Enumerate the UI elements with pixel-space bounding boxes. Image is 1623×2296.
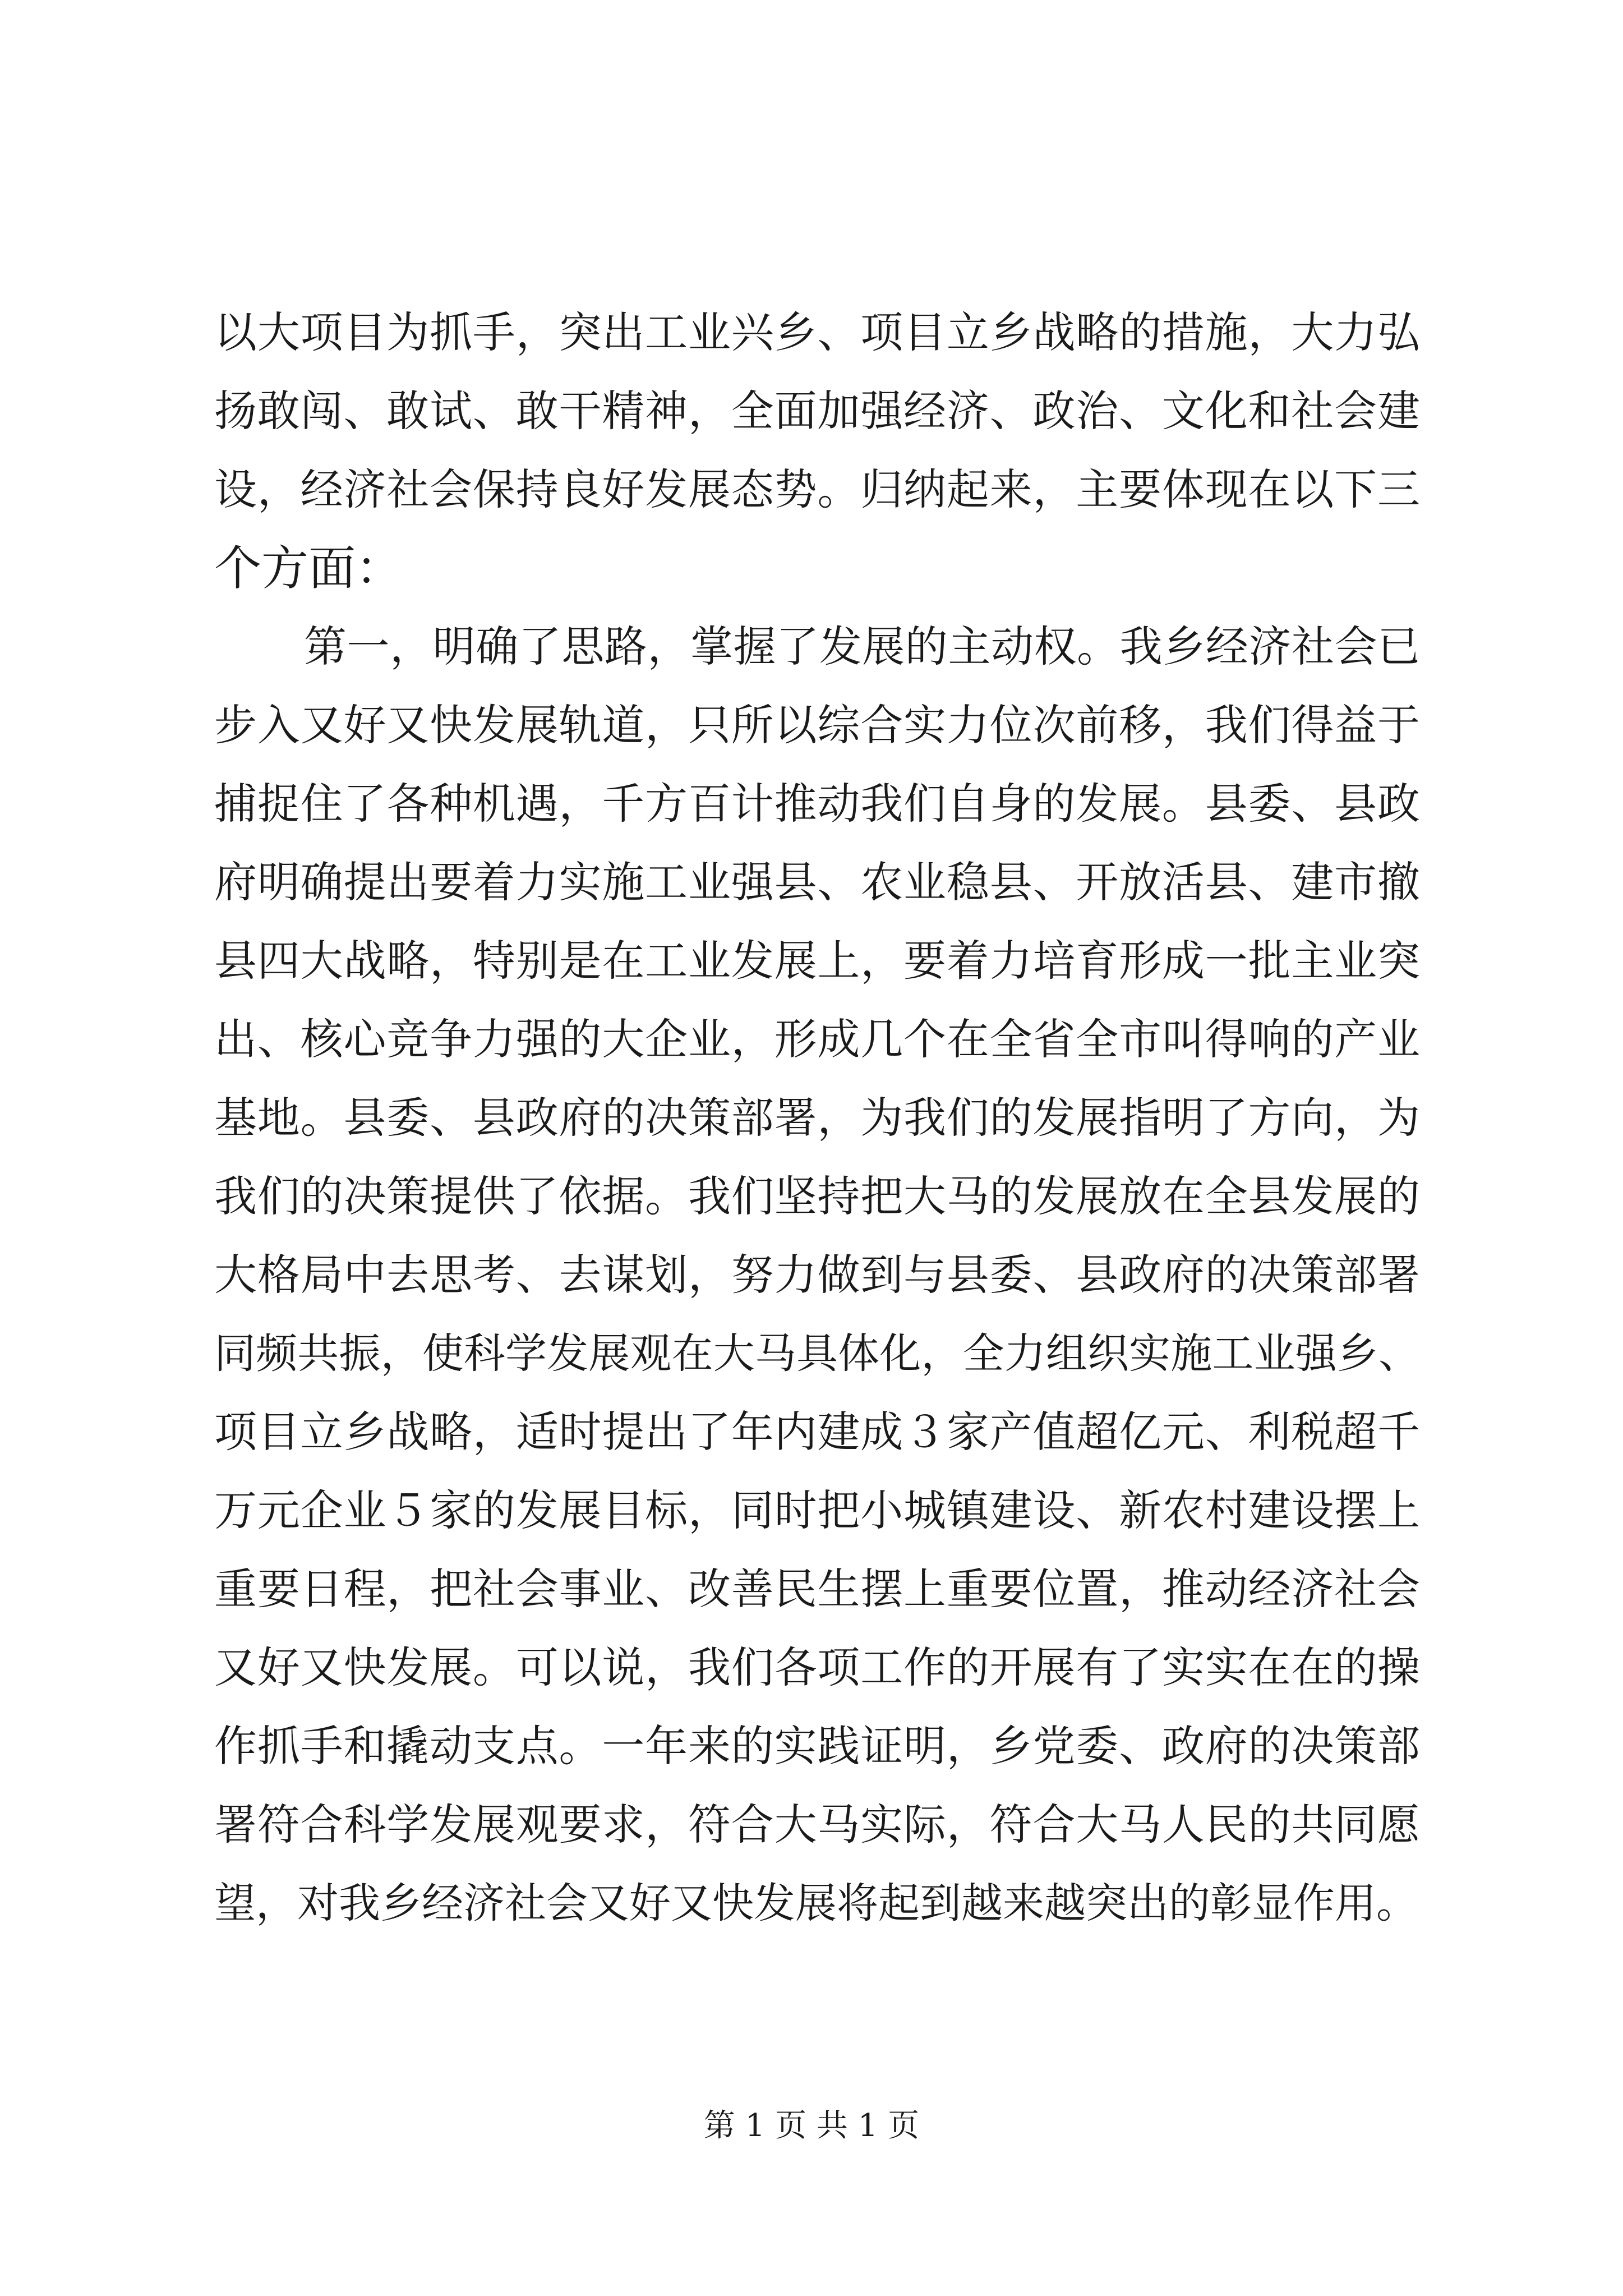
text-line: 府明确提出要着力实施工业强县、农业稳县、开放活县、建市撤: [214, 857, 1420, 907]
text-line: 个方面：: [214, 541, 403, 596]
text-line: 望，对我乡经济社会又好又快发展将起到越来越突出的彰显作用。: [214, 1879, 1418, 1927]
text-line: 步入又好又快发展轨道，只所以综合实力位次前移，我们得益于: [214, 700, 1420, 750]
text-line: 以大项目为抓手，突出工业兴乡、项目立乡战略的措施，大力弘: [214, 307, 1420, 357]
text-line: 出、核心竞争力强的大企业，形成几个在全省全市叫得响的产业: [214, 1014, 1420, 1064]
text-line: 基地。县委、县政府的决策部署，为我们的发展指明了方向，为: [214, 1093, 1420, 1143]
text-line: 同频共振，使科学发展观在大马具体化，全力组织实施工业强乡、: [214, 1329, 1420, 1378]
text-line: 项目立乡战略，适时提出了年内建成３家产值超亿元、利税超千: [214, 1407, 1420, 1457]
text-line: 大格局中去思考、去谋划，努力做到与县委、县政府的决策部署: [214, 1250, 1420, 1300]
text-line: 又好又快发展。可以说，我们各项工作的开展有了实实在在的操: [214, 1642, 1420, 1692]
page-footer: [0, 2106, 1623, 2146]
text-line: 扬敢闯、敢试、敢干精神，全面加强经济、政治、文化和社会建: [214, 386, 1420, 436]
text-line: 作抓手和撬动支点。一年来的实践证明，乡党委、政府的决策部: [214, 1721, 1420, 1771]
text-line: 我们的决策提供了依据。我们坚持把大马的发展放在全县发展的: [214, 1171, 1420, 1221]
text-line: 县四大战略，特别是在工业发展上，要着力培育形成一批主业突: [214, 936, 1420, 986]
text-line: 万元企业５家的发展目标，同时把小城镇建设、新农村建设摆上: [214, 1485, 1420, 1535]
text-line: 设，经济社会保持良好发展态势。归纳起来，主要体现在以下三: [214, 464, 1420, 514]
page-number: 第 1 页 共 1 页: [703, 2108, 920, 2144]
text-line: 署符合科学发展观要求，符合大马实际，符合大马人民的共同愿: [214, 1800, 1420, 1849]
text-line: 重要日程，把社会事业、改善民生摆上重要位置，推动经济社会: [214, 1564, 1420, 1614]
paragraph-first-line: 第一，明确了思路，掌握了发展的主动权。我乡经济社会已: [304, 622, 1420, 671]
text-line: 捕捉住了各种机遇，千方百计推动我们自身的发展。县委、县政: [214, 779, 1420, 829]
